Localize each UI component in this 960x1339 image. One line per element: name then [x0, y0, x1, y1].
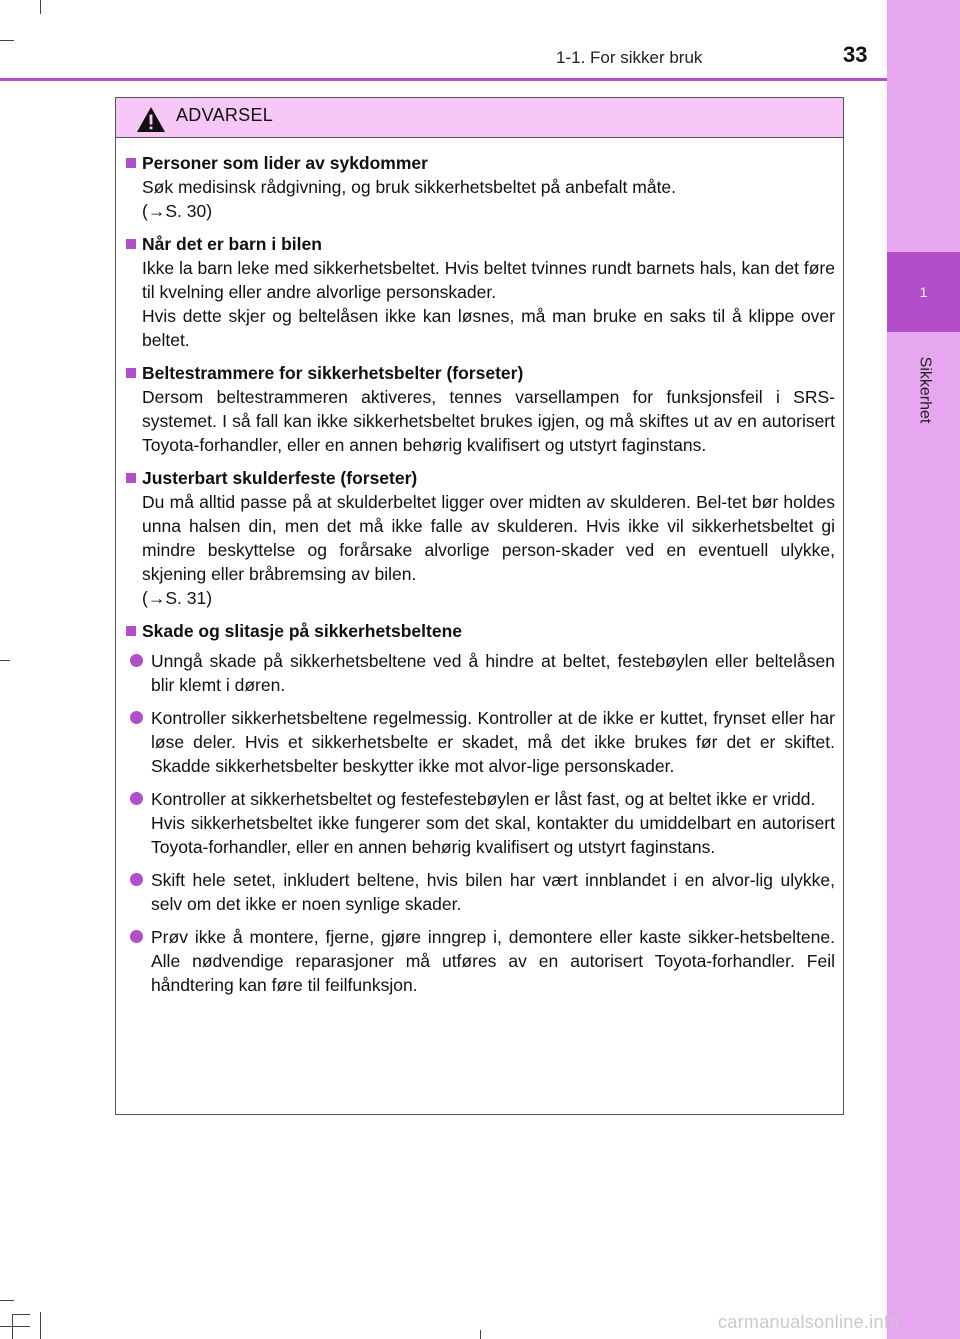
- header-rule: [0, 78, 887, 81]
- section-heading: [126, 619, 835, 643]
- chapter-side-tab: [887, 0, 960, 1339]
- chapter-number-tab: 1: [887, 252, 960, 332]
- bullet-text: Kontroller at sikkerhetsbeltet og festefestebøylen er låst fast, og at beltet ikke er vridd.: [151, 789, 816, 809]
- chapter-label-text: Sikkerhet: [915, 356, 933, 424]
- warning-body: [116, 138, 843, 997]
- section-paragraph: Søk medisinsk rådgivning, og bruk sikkerhetsbeltet på anbefalt måte.: [142, 177, 677, 197]
- warning-box: [115, 97, 844, 1115]
- section-heading: [126, 466, 835, 490]
- page-reference: (→S. 31): [142, 588, 213, 608]
- section-heading: [126, 151, 835, 175]
- section-paragraph: Dersom beltestrammeren aktiveres, tennes varsellampen for funksjonsfeil i SRS-systemet. I så fall kan ikke sikkerhetsbeltet brukes igjen, og må skiftes ut av en autorisert Toyota-forhandler, eller en annen behørig kvalifisert og utstyrt faginstans.: [142, 387, 835, 455]
- square-bullet-icon: [126, 239, 136, 249]
- section-heading-text: Skade og slitasje på sikkerhetsbeltene: [142, 621, 463, 641]
- section-heading-text: Beltestrammere for sikkerhetsbelter (forseter): [142, 363, 524, 383]
- crop-mark: [0, 40, 14, 41]
- crop-mark: [40, 1312, 41, 1339]
- round-bullet-icon: [130, 711, 143, 724]
- section-heading-text: Justerbart skulderfeste (forseter): [142, 468, 418, 488]
- section-paragraph: Hvis dette skjer og beltelåsen ikke kan løsnes, må man bruke en saks til å klippe over beltet.: [142, 306, 835, 350]
- bullet-item: [126, 649, 835, 697]
- round-bullet-icon: [130, 792, 143, 805]
- bullet-item: [126, 868, 835, 916]
- square-bullet-icon: [126, 158, 136, 168]
- warning-section: [126, 232, 835, 352]
- round-bullet-icon: [130, 930, 143, 943]
- crop-mark: [480, 1330, 481, 1339]
- warning-section: [126, 466, 835, 610]
- section-heading-text: Når det er barn i bilen: [142, 234, 322, 254]
- warning-section: [126, 361, 835, 457]
- crop-mark: [12, 1314, 13, 1339]
- bullet-text: Skift hele setet, inkludert beltene, hvis bilen har vært innblandet i en alvor-lig ulykke, selv om det ikke er noen synlige skader.: [151, 870, 835, 914]
- watermark: carmanualsonline.info: [718, 1312, 900, 1332]
- bullet-text-group: [151, 787, 835, 859]
- bullet-item: [126, 787, 835, 859]
- section-heading-text: Personer som lider av sykdommer: [142, 153, 428, 173]
- chapter-label: [889, 345, 959, 435]
- round-bullet-icon: [130, 873, 143, 886]
- square-bullet-icon: [126, 368, 136, 378]
- page-reference: (→S. 30): [142, 201, 213, 221]
- square-bullet-icon: [126, 473, 136, 483]
- warning-section: [126, 619, 835, 997]
- crop-mark: [12, 1314, 30, 1315]
- square-bullet-icon: [126, 626, 136, 636]
- bullet-item: [126, 706, 835, 778]
- bullet-text: Unngå skade på sikkerhetsbeltene ved å hindre at beltet, festebøylen eller beltelåsen blir klemt i døren.: [151, 651, 835, 695]
- section-paragraph: Du må alltid passe på at skulderbeltet ligger over midten av skulderen. Bel-tet bør holdes unna halsen din, men det må ikke falle av skulderen. Hvis ikke vil sikkerhetsbeltet gi mindre beskyttelse og forårsake alvorlige person-skader ved en eventuell ulykke, skjening eller bråbremsing av bilen.: [142, 492, 835, 584]
- warning-section: [126, 151, 835, 223]
- section-heading: [126, 361, 835, 385]
- crop-mark: [0, 1300, 14, 1301]
- bullet-text: Hvis sikkerhetsbeltet ikke fungerer som det skal, kontakter du umiddelbart en autorisert Toyota-forhandler, eller en annen behørig kvalifisert og utstyrt faginstans.: [151, 813, 835, 857]
- page-number: 33: [843, 42, 868, 67]
- round-bullet-icon: [130, 654, 143, 667]
- section-paragraph: Ikke la barn leke med sikkerhetsbeltet. Hvis beltet tvinnes rundt barnets hals, kan det føre til kvelning eller andre alvorlige personskader.: [142, 258, 835, 302]
- bullet-text: Prøv ikke å montere, fjerne, gjøre inngrep i, demontere eller kaste sikker-hetsbeltene. Alle nødvendige reparasjoner må utføres av en autorisert Toyota-forhandler. Feil håndtering kan føre til feilfunksjon.: [151, 927, 835, 995]
- warning-title: ADVARSEL: [176, 105, 274, 125]
- crop-mark: [0, 660, 10, 661]
- crop-mark: [40, 0, 41, 14]
- warning-header: [116, 98, 843, 138]
- warning-triangle-icon: [136, 106, 166, 133]
- bullet-text: Kontroller sikkerhetsbeltene regelmessig. Kontroller at de ikke er kuttet, frynset eller har løse deler. Hvis et sikkerhetsbelte er skadet, må det ikke brukes før det er skiftet. Skadde sikkerhetsbelter beskytter ikke mot alvor-lige personskader.: [151, 708, 835, 776]
- crop-mark: [0, 1326, 30, 1327]
- section-heading: [126, 232, 835, 256]
- section-title: 1-1. For sikker bruk: [556, 48, 703, 67]
- bullet-item: [126, 925, 835, 997]
